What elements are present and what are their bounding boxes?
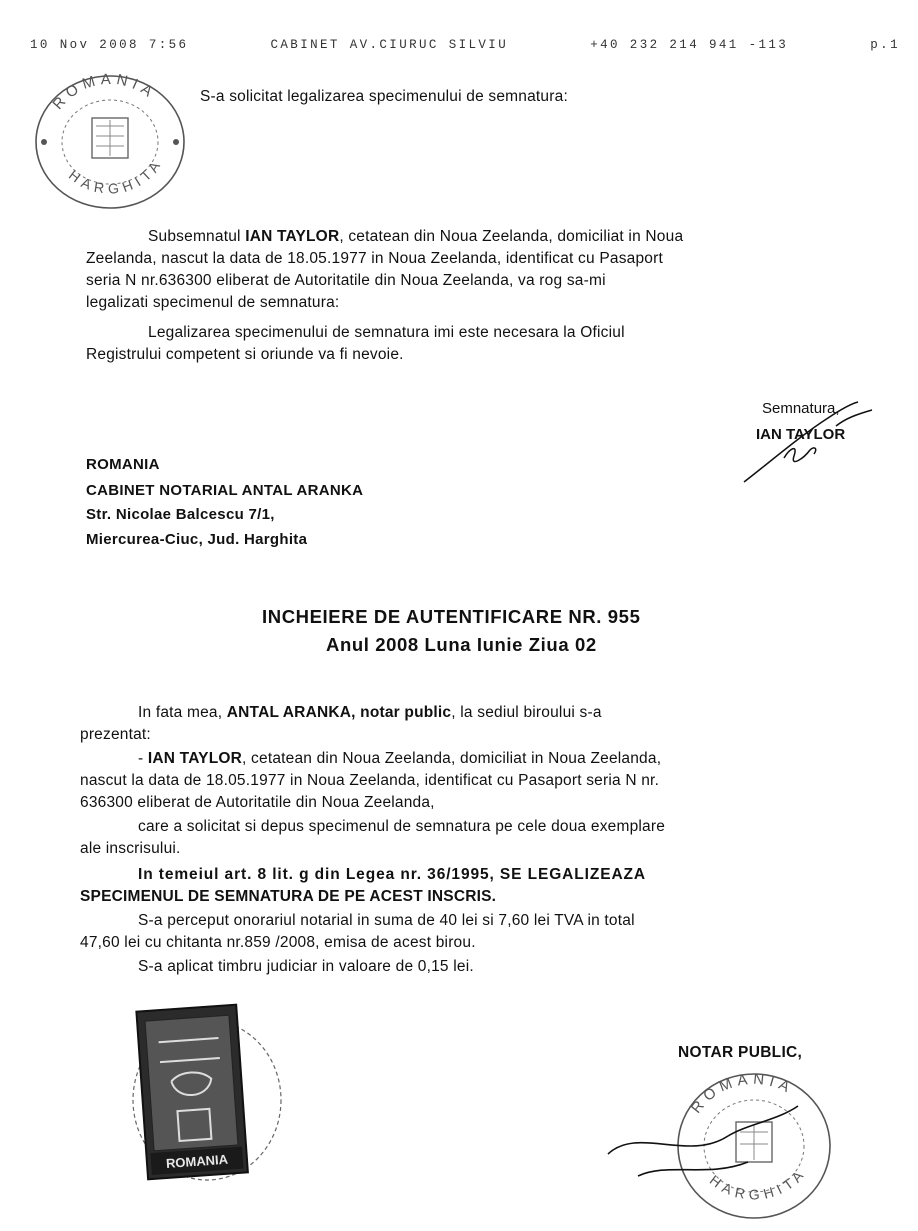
body-p4-line2: SPECIMENUL DE SEMNATURA DE PE ACEST INSCRIS. (80, 888, 497, 905)
judicial-stamp-text: ROMANIA (165, 1151, 229, 1171)
svg-text:HARGHITA (66, 154, 166, 196)
body-p5-line1: S-a perceput onorariul notarial in suma de 40 lei si 7,60 lei TVA in total (138, 912, 635, 929)
body-p1: In fata mea, ANTAL ARANKA, notar public, la sediul biroului s-a (138, 704, 602, 721)
request-line-3: seria N nr.636300 eliberat de Autoritatile din Noua Zeelanda, va rog sa-mi (86, 272, 606, 289)
signature-name: IAN TAYLOR (756, 426, 846, 443)
request-line-5: Legalizarea specimenului de semnatura imi este necesara la Oficiul (148, 324, 625, 341)
judicial-stamp (112, 1000, 282, 1185)
body-p2-line3: 636300 eliberat de Autoritatile din Noua Zeelanda, (80, 794, 435, 811)
body-p3-line1: care a solicitat si depus specimenul de semnatura pe cele doua exemplare (138, 818, 666, 835)
address-country: ROMANIA (86, 456, 160, 473)
body-p6: S-a aplicat timbru judiciar in valoare de 0,15 lei. (138, 958, 474, 975)
body-p2: - IAN TAYLOR, cetatean din Noua Zeelanda, domiciliat in Noua Zeelanda, (138, 750, 662, 767)
fax-header (30, 38, 900, 52)
fax-sender: CABINET AV.CIURUC SILVIU (270, 38, 509, 52)
fax-date-time: 10 Nov 2008 7:56 (30, 38, 189, 52)
notary-name: ANTAL ARANKA, notar public (226, 704, 452, 721)
fax-phone: +40 232 214 941 -113 (590, 38, 789, 52)
body-p5-line2: 47,60 lei cu chitanta nr.859 /2008, emisa de acest birou. (80, 934, 476, 951)
body-p4-line1: In temeiul art. 8 lit. g din Legea nr. 36/1995, SE LEGALIZEAZA (138, 866, 646, 883)
request-heading: S-a solicitat legalizarea specimenului de semnatura: (200, 88, 568, 105)
body-p3-line2: ale inscrisului. (80, 840, 181, 857)
appearing-party-name: IAN TAYLOR (147, 750, 243, 767)
body-p1-cont: prezentat: (80, 726, 151, 743)
address-office: CABINET NOTARIAL ANTAL ARANKA (86, 482, 364, 499)
notary-signoff: NOTAR PUBLIC, (678, 1044, 803, 1061)
seal-bottom-text: HARGHITA (65, 154, 166, 197)
request-line-6: Registrului competent si oriunde va fi nevoie. (86, 346, 404, 363)
petitioner-name: IAN TAYLOR (245, 228, 340, 245)
notary-seal-top (30, 70, 190, 210)
notary-seal-bottom (598, 1066, 838, 1226)
address-city: Miercurea-Ciuc, Jud. Harghita (86, 531, 308, 548)
svg-text:HARGHITA (707, 1164, 810, 1203)
signature-label: Semnatura, (762, 400, 840, 417)
body-p2-line2: nascut la data de 18.05.1977 in Noua Zeelanda, identificat cu Pasaport seria N nr. (80, 772, 660, 789)
fax-page: p.1 (870, 38, 900, 52)
request-line-1: Subsemnatul IAN TAYLOR, cetatean din Noua Zeelanda, domiciliat in Noua (148, 228, 684, 245)
seal-bottom-top-text: ROMANIA (687, 1070, 797, 1117)
handwritten-signature (740, 396, 890, 486)
address-street: Str. Nicolae Balcescu 7/1, (86, 506, 275, 523)
seal-bottom-bottom-text: HARGHITA (706, 1164, 810, 1203)
conclusion-title: INCHEIERE DE AUTENTIFICARE NR. 955 (262, 606, 641, 627)
request-line-4: legalizati specimenul de semnatura: (86, 294, 340, 311)
svg-text:ROMANIA (49, 71, 159, 113)
conclusion-date: Anul 2008 Luna Iunie Ziua 02 (326, 634, 597, 655)
request-line-2: Zeelanda, nascut la data de 18.05.1977 in Noua Zeelanda, identificat cu Pasaport (86, 250, 663, 267)
seal-top-text: ROMANIA (49, 70, 160, 113)
